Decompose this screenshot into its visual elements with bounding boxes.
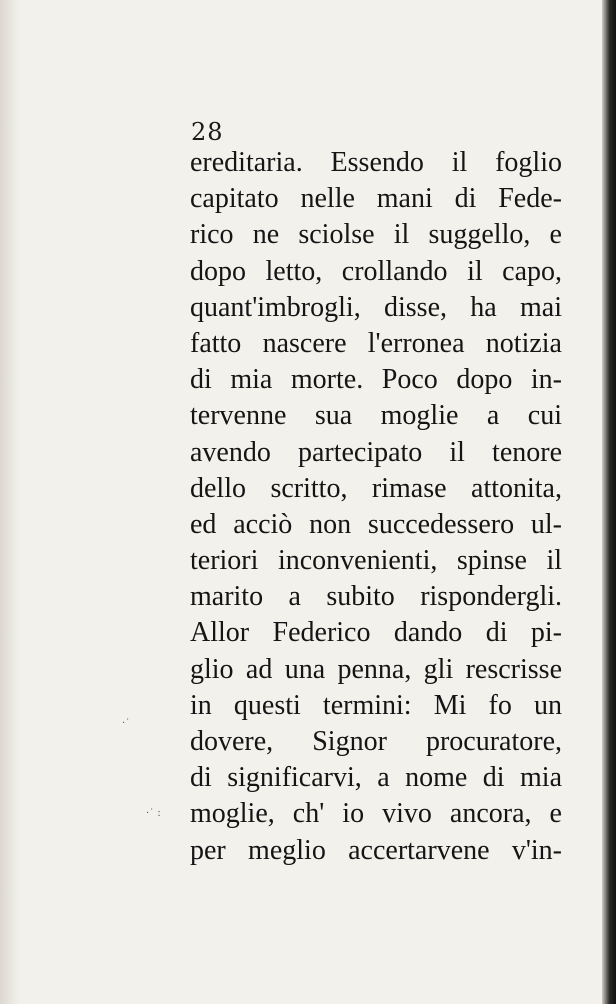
text-line: rico ne sciolse il suggello, e — [190, 219, 562, 251]
text-line: ereditaria. Essendo il foglio — [190, 147, 562, 178]
text-line: marito a subito rispondergli. — [190, 581, 562, 613]
text-line: di mia morte. Poco dopo in- — [190, 364, 562, 396]
text-line: avendo partecipato il tenore — [190, 436, 562, 468]
page-number: 28 — [191, 118, 224, 146]
text-line: per meglio accertarvene v'in- — [190, 834, 562, 866]
text-line: teriori inconvenienti, spinse il — [190, 545, 562, 577]
page-gutter-shadow — [0, 0, 20, 1004]
text-line: dello scritto, rimase attonita, — [190, 472, 562, 504]
text-line: in questi termini: Mi fo un — [190, 689, 562, 721]
text-line: di significarvi, a nome di mia — [190, 762, 562, 794]
text-line: ed acciò non succedessero ul- — [190, 508, 562, 540]
paper-speck: ·˙ — [122, 718, 131, 729]
text-line: Allor Federico dando di pi- — [190, 617, 562, 649]
text-line: capitato nelle mani di Fede- — [190, 183, 562, 215]
text-line: quant'imbrogli, disse, ha mai — [190, 291, 562, 323]
body-text — [190, 145, 562, 869]
text-line: dovere, Signor procuratore, — [190, 726, 562, 757]
text-line: moglie, ch' io vivo ancora, e — [190, 798, 562, 830]
text-line: tervenne sua moglie a cui — [190, 400, 562, 432]
paper-speck: ·˙ : — [146, 808, 161, 819]
page-edge-shadow — [602, 0, 616, 1004]
text-line: dopo letto, crollando il capo, — [190, 255, 562, 287]
text-line: glio ad una penna, gli rescrisse — [190, 653, 562, 685]
text-line: fatto nascere l'erronea notizia — [190, 327, 562, 359]
